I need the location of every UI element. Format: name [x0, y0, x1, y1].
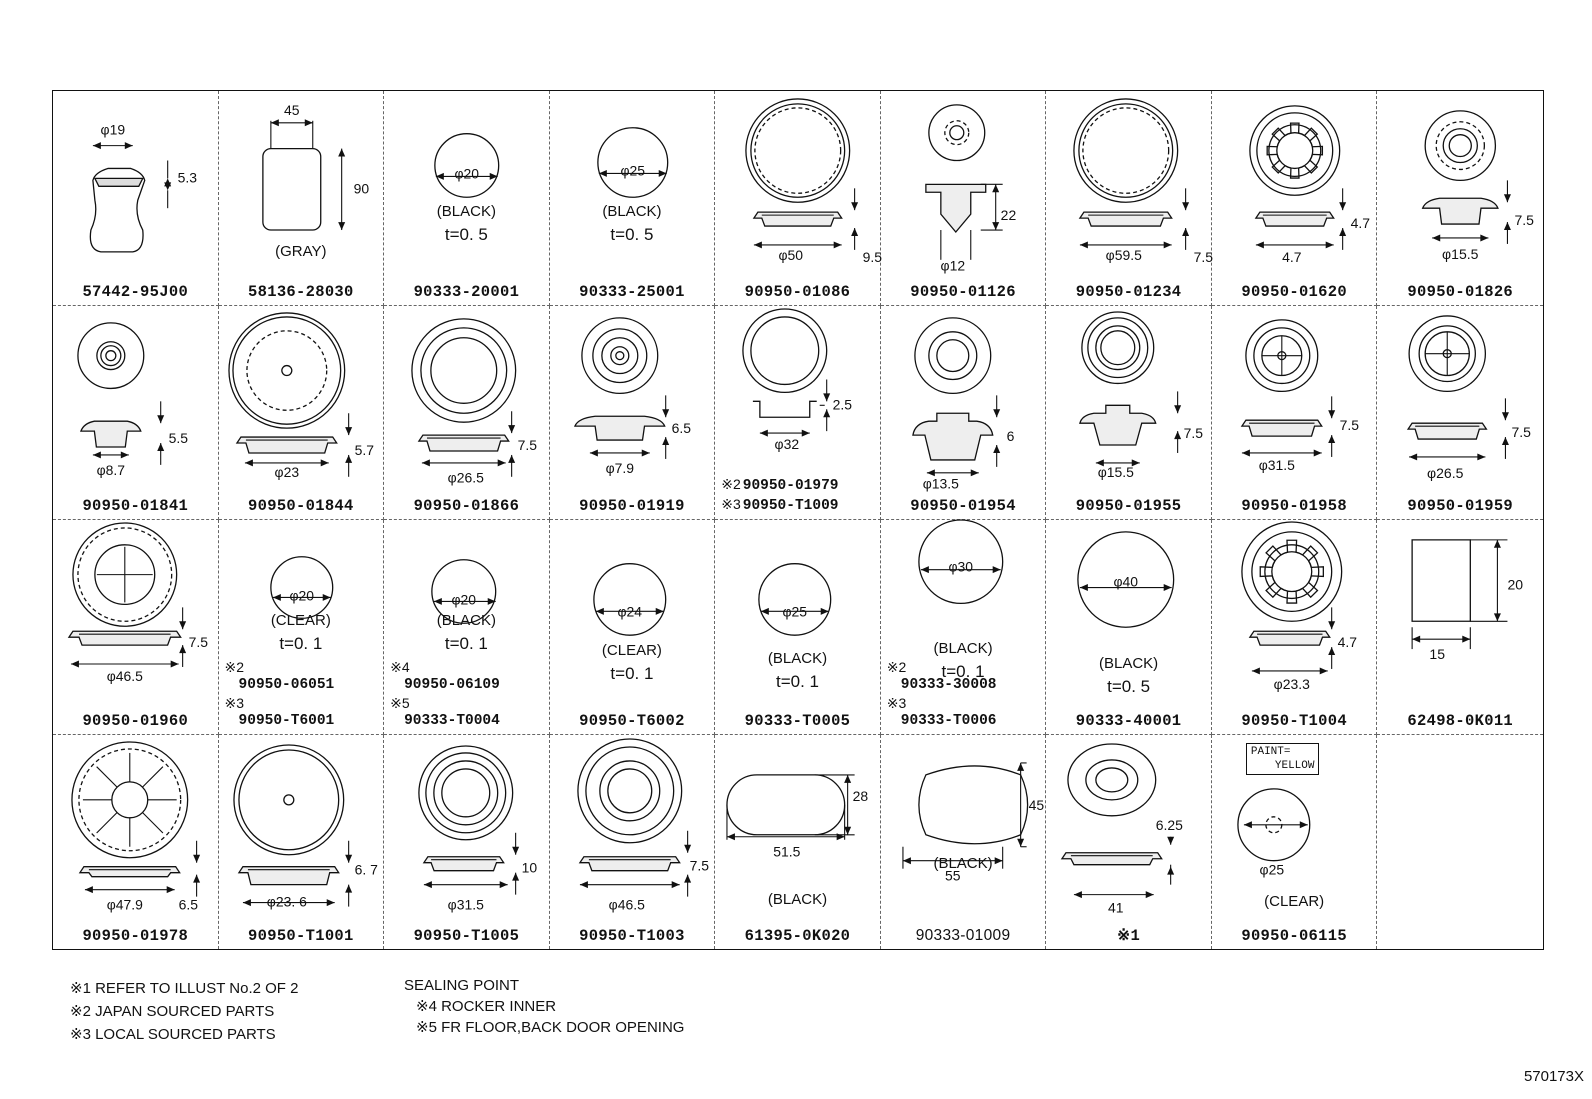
part-illustration [1046, 735, 1211, 950]
part-cell [881, 735, 1047, 950]
dimension-label: 4.7 [1350, 215, 1370, 232]
part-color: (BLACK) [436, 612, 496, 629]
part-cell [1212, 520, 1378, 735]
dimension-label: 45 [1028, 796, 1044, 813]
part-cell [53, 735, 219, 950]
dimension-label: φ31.5 [447, 896, 484, 913]
part-cell [384, 306, 550, 521]
part-number: 62498-0K011 [1407, 711, 1514, 730]
dimension-label: 6.5 [671, 419, 691, 436]
dimension-label: φ40 [1113, 573, 1139, 590]
ref-mark: ※3 [721, 496, 741, 512]
part-thickness: t=0. 1 [444, 634, 488, 653]
dimension-label: φ23 [274, 463, 299, 480]
dimension-label: 51.5 [773, 843, 801, 860]
part-ref [721, 475, 838, 495]
dimension-label: 10 [521, 859, 538, 876]
part-number: 90950-T1001 [248, 927, 354, 945]
part-number: 90950-T1005 [413, 927, 520, 945]
parts-grid [52, 90, 1544, 950]
part-thickness: t=0. 1 [279, 634, 323, 653]
dimension-label: 55 [944, 867, 961, 884]
legend-sealing-1: ※4 ROCKER INNER [416, 998, 557, 1015]
part-illustration [550, 735, 715, 950]
part-number: 90950-06051 [238, 676, 335, 693]
part-number: 90950-T1004 [1241, 711, 1347, 730]
legend-note-1: ※1 REFER TO ILLUST No.2 OF 2 [70, 980, 299, 997]
dimension-label: 6. 7 [354, 861, 378, 878]
part-illustration [881, 735, 1046, 950]
part-number: 58136-28030 [248, 282, 354, 301]
legend-sealing-2: ※5 FR FLOOR,BACK DOOR OPENING [416, 1019, 685, 1036]
paint-tag-line: PAINT= [1250, 745, 1291, 758]
part-illustration [1046, 91, 1214, 305]
part-number: 90950-01866 [413, 497, 520, 515]
part-cell [550, 735, 716, 950]
dimension-label: 5.7 [354, 441, 374, 458]
part-cell [881, 91, 1047, 306]
dimension-label: φ19 [100, 121, 126, 138]
part-illustration [1046, 306, 1211, 520]
part-number: 90950-06109 [404, 676, 500, 693]
part-color: (BLACK) [602, 203, 662, 220]
part-cell [715, 91, 881, 306]
dimension-label: 7.5 [1514, 212, 1535, 229]
dimension-label: 90 [353, 180, 369, 197]
part-number: 57442-95J00 [82, 282, 189, 301]
part-cell [715, 735, 881, 950]
part-cell [1046, 306, 1212, 521]
part-cell [1212, 306, 1378, 521]
paint-tag [1246, 743, 1320, 775]
legend-notes [70, 977, 298, 1046]
part-number: 90950-06115 [1241, 927, 1347, 945]
dimension-label: φ46.5 [608, 896, 645, 913]
part-number: 90333-T0005 [744, 711, 851, 730]
part-cell [881, 306, 1047, 521]
part-number: 90950-01979 [742, 478, 839, 494]
part-number: 90950-01978 [82, 927, 189, 945]
part-cell [550, 520, 716, 735]
part-number: 90950-T6002 [579, 711, 685, 730]
part-cell [1046, 735, 1212, 950]
legend-sealing-title: SEALING POINT [404, 977, 520, 994]
part-illustration [1377, 735, 1543, 950]
part-thickness: t=0. 1 [775, 672, 819, 691]
dimension-label: 2.5 [832, 395, 853, 412]
part-illustration [1212, 306, 1377, 520]
part-number: ※1 [1117, 927, 1141, 945]
part-number: 90333-20001 [413, 282, 520, 301]
part-illustration [1377, 520, 1543, 734]
dimension-label: φ31.5 [1258, 456, 1295, 473]
dimension-label: φ32 [774, 435, 800, 452]
part-illustration [219, 91, 384, 305]
dimension-label: φ30 [948, 558, 973, 575]
part-color: (BLACK) [436, 203, 496, 220]
part-number-refs [887, 658, 997, 730]
part-illustration [1377, 91, 1543, 305]
dimension-label: φ20 [451, 591, 477, 608]
part-number: 90950-01126 [910, 282, 1016, 301]
dimension-label: 20 [1507, 576, 1524, 593]
part-thickness: t=0. 5 [444, 225, 488, 244]
dimension-label: φ25 [620, 162, 645, 179]
part-number-refs [225, 658, 335, 730]
ref-mark: ※3 [886, 694, 907, 711]
part-cell [219, 735, 385, 950]
part-ref [390, 694, 500, 730]
part-illustration [219, 735, 384, 950]
part-cell [1377, 306, 1543, 521]
part-cell [550, 306, 716, 521]
part-color: (BLACK) [933, 640, 993, 657]
dimension-label: 7.5 [689, 857, 709, 874]
part-color: (CLEAR) [601, 642, 662, 659]
part-illustration [219, 306, 384, 520]
part-cell [384, 735, 550, 950]
part-color: (CLEAR) [270, 612, 331, 629]
dimension-label: 7.5 [1339, 416, 1359, 433]
dimension-label: φ26.5 [447, 469, 484, 486]
part-cell [1046, 91, 1212, 306]
part-number: 90950-01826 [1407, 282, 1514, 301]
dimension-label: 5.3 [177, 169, 198, 186]
part-illustration [53, 520, 218, 734]
ref-mark: ※2 [721, 476, 741, 492]
dimension-label: 9.5 [862, 248, 883, 265]
dimension-label: 7.5 [517, 436, 538, 453]
dimension-label: φ8.7 [96, 461, 126, 478]
part-color: (BLACK) [1099, 655, 1159, 672]
part-cell [219, 520, 385, 735]
part-cell [219, 306, 385, 521]
part-ref [887, 694, 997, 730]
part-number: 90950-01620 [1241, 282, 1347, 301]
dimension-label: φ20 [454, 165, 480, 182]
part-cell [1212, 735, 1378, 950]
part-number: 90333-T0006 [900, 712, 997, 729]
part-ref [887, 658, 997, 694]
part-number: 90950-01919 [579, 497, 685, 515]
dimension-label: 5.5 [168, 429, 189, 446]
legend-note-2: ※2 JAPAN SOURCED PARTS [70, 1003, 275, 1020]
part-illustration [881, 91, 1046, 305]
dimension-label: φ25 [1259, 861, 1285, 878]
part-cell [1212, 91, 1378, 306]
part-illustration [53, 735, 218, 950]
part-illustration [384, 91, 549, 305]
part-number: 90950-01959 [1407, 497, 1514, 515]
part-cell [1046, 520, 1212, 735]
dimension-label: φ15.5 [1098, 463, 1135, 480]
dimension-label: 28 [852, 787, 869, 804]
part-cell [715, 306, 881, 521]
part-cell [550, 91, 716, 306]
part-ref [390, 658, 500, 694]
ref-mark: ※2 [224, 658, 245, 675]
dimension-label: 22 [1000, 207, 1016, 224]
part-color: (BLACK) [933, 854, 993, 872]
part-number: 90333-T0004 [404, 712, 500, 729]
part-number: 90333-30008 [900, 676, 997, 693]
part-cell [715, 520, 881, 735]
legend-sealing [404, 975, 684, 1038]
dimension-label: 7.5 [1193, 248, 1214, 265]
dimension-label: 15 [1429, 646, 1446, 663]
dimension-label: φ26.5 [1427, 464, 1464, 481]
part-cell [1377, 520, 1543, 735]
part-number: 90950-01955 [1075, 497, 1182, 515]
part-color: (BLACK) [767, 890, 828, 908]
dimension-label: 4.7 [1281, 248, 1302, 265]
dimension-label: φ7.9 [605, 459, 634, 476]
part-thickness: t=0. 5 [610, 225, 654, 244]
part-cell [219, 91, 385, 306]
dimension-label: 6 [1006, 427, 1015, 444]
dimension-label: φ23.3 [1273, 675, 1310, 692]
part-number: 90333-40001 [1075, 711, 1182, 730]
part-number: 90950-T1003 [579, 927, 685, 945]
part-illustration [53, 91, 218, 305]
part-cell [1377, 91, 1543, 306]
ref-mark: ※5 [390, 694, 410, 711]
part-number: 90333-01009 [915, 927, 1011, 944]
part-cell [384, 520, 550, 735]
part-thickness: t=0. 1 [941, 662, 985, 681]
part-illustration [384, 735, 549, 950]
part-number: 90950-01234 [1075, 282, 1182, 301]
part-color: (CLEAR) [1264, 892, 1325, 910]
dimension-label: φ47.9 [106, 896, 143, 913]
part-number: 90333-25001 [579, 282, 685, 301]
part-thickness: t=0. 1 [610, 664, 654, 683]
dimension-label: 4.7 [1337, 634, 1357, 651]
dimension-label: 6.25 [1156, 816, 1184, 833]
part-cell [384, 91, 550, 306]
dimension-label: φ23. 6 [266, 893, 307, 910]
diagram-code: 570173X [1523, 1068, 1584, 1085]
dimension-label: φ13.5 [922, 475, 959, 492]
part-illustration [550, 520, 715, 734]
part-cell [1377, 735, 1543, 950]
dimension-label: 6.5 [178, 896, 199, 913]
part-cell [53, 520, 219, 735]
part-color: (BLACK) [767, 650, 828, 667]
part-color: (GRAY) [275, 243, 327, 260]
ref-mark: ※3 [224, 694, 245, 711]
dimension-label: φ20 [289, 587, 314, 604]
dimension-label: φ59.5 [1106, 246, 1143, 263]
part-illustration [1212, 91, 1377, 305]
dimension-label: 7.5 [1183, 424, 1204, 441]
part-number: 90950-01954 [910, 497, 1016, 515]
part-number: 90950-01960 [82, 711, 189, 730]
dimension-label: φ24 [617, 603, 642, 620]
part-illustration [715, 520, 880, 734]
part-number-refs [721, 475, 838, 515]
part-number: 90950-01844 [248, 497, 354, 515]
part-illustration [1046, 520, 1211, 734]
part-ref [225, 694, 335, 730]
part-illustration [881, 306, 1046, 520]
part-illustration [715, 91, 883, 305]
part-illustration [550, 91, 715, 305]
dimension-label: φ50 [778, 246, 804, 263]
dimension-label: 45 [283, 101, 300, 118]
part-number: 90950-T6001 [238, 712, 335, 729]
part-cell [53, 306, 219, 521]
dimension-label: 7.5 [188, 634, 209, 651]
part-cell [53, 91, 219, 306]
part-illustration [1212, 520, 1377, 734]
part-ref [721, 495, 838, 515]
dimension-label: φ12 [940, 257, 965, 274]
dimension-label: φ46.5 [106, 667, 143, 684]
part-illustration [53, 306, 218, 520]
part-number: 90950-T1009 [742, 498, 839, 514]
part-illustration [550, 306, 715, 520]
part-illustration [1377, 306, 1543, 520]
dimension-label: φ15.5 [1442, 245, 1479, 262]
part-number: 90950-01841 [82, 497, 189, 515]
part-thickness: t=0. 5 [1107, 677, 1151, 696]
part-number: 61395-0K020 [744, 927, 851, 945]
part-ref [225, 658, 335, 694]
part-number-refs [390, 658, 500, 730]
legend-note-3: ※3 LOCAL SOURCED PARTS [70, 1026, 276, 1043]
part-cell [881, 520, 1047, 735]
ref-mark: ※4 [390, 658, 410, 675]
dimension-label: φ25 [782, 603, 808, 620]
part-number: 90950-01086 [744, 282, 851, 301]
dimension-label: 7.5 [1511, 423, 1532, 440]
paint-tag-line: YELLOW [1274, 759, 1315, 772]
part-illustration [384, 306, 549, 520]
part-number: 90950-01958 [1241, 497, 1347, 515]
ref-mark: ※2 [886, 658, 907, 675]
dimension-label: 41 [1108, 899, 1124, 916]
part-illustration [715, 735, 880, 950]
